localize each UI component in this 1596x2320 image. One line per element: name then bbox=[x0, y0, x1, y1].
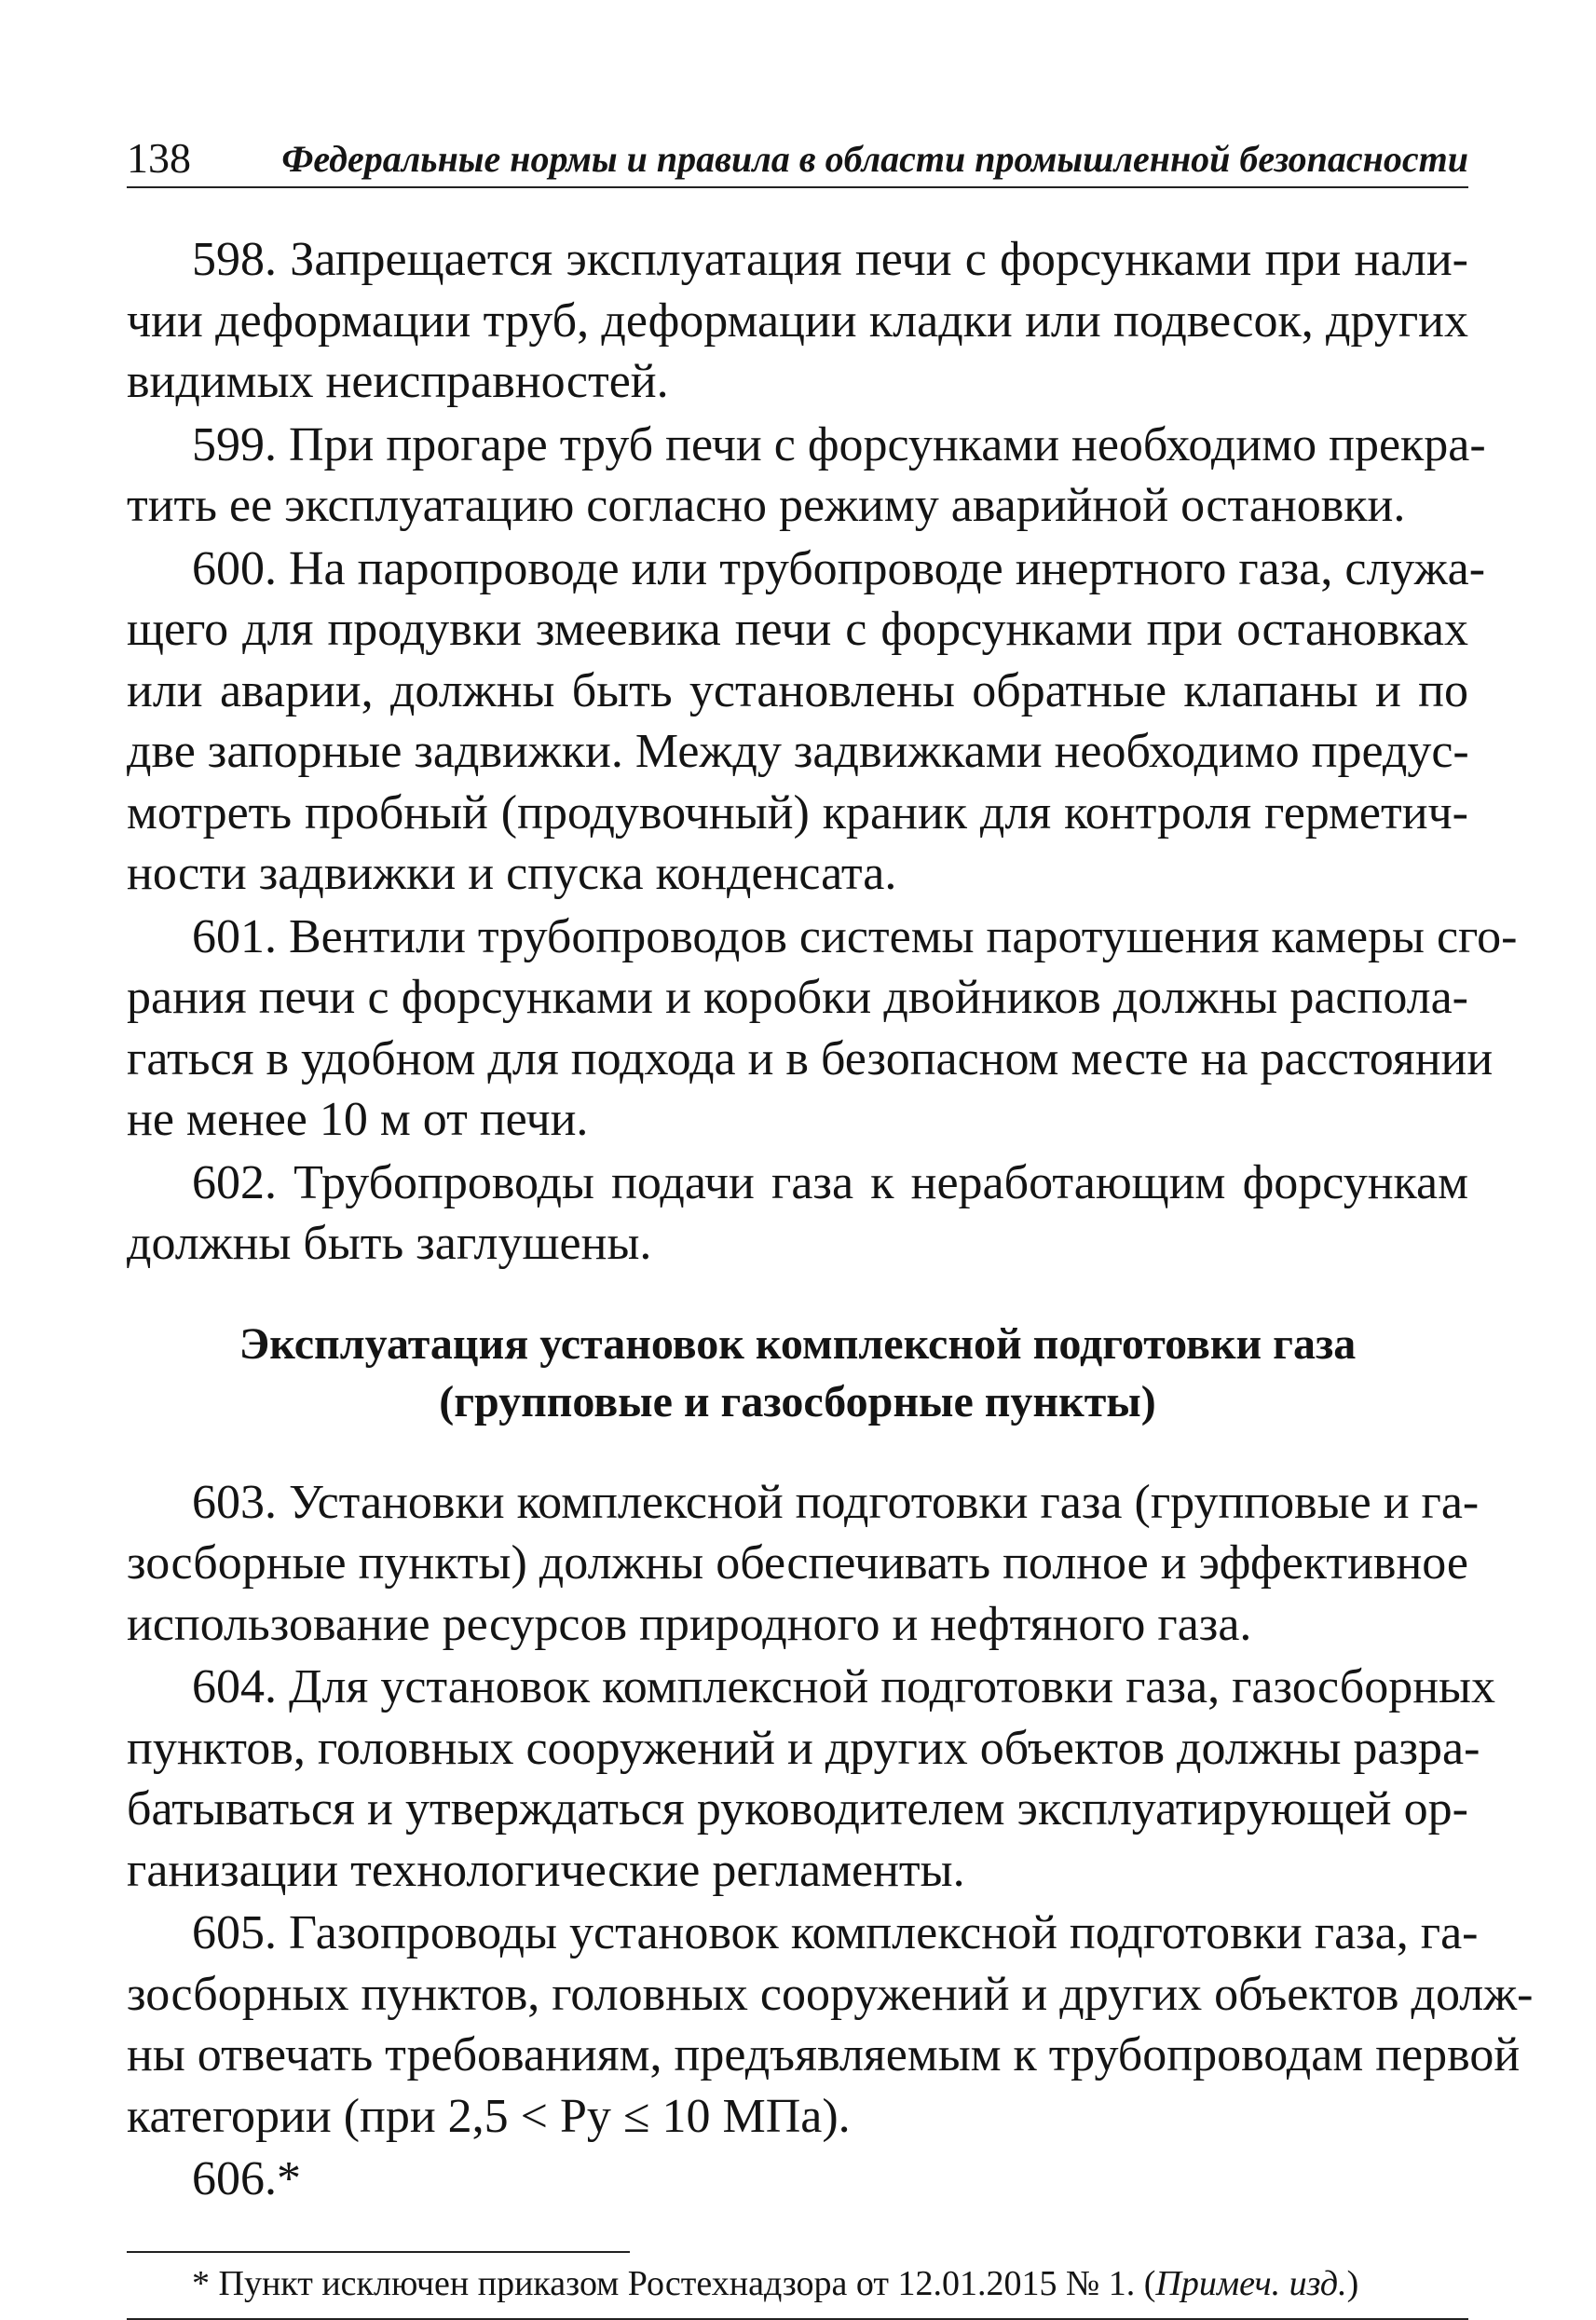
text-line: или аварии, должны быть установлены обратные клапаны и по bbox=[127, 663, 1468, 717]
paragraphs-bottom bbox=[127, 1472, 1534, 2210]
document-page bbox=[127, 130, 1534, 2320]
paragraph bbox=[127, 907, 1518, 1151]
text-line: щего для продувки змеевика печи с форсунками при остановках bbox=[127, 603, 1468, 656]
text-line: видимых неисправностей. bbox=[127, 355, 669, 408]
footnote-close: ) bbox=[1346, 2263, 1359, 2303]
page-header bbox=[127, 130, 1468, 188]
text-line: гаться в удобном для подхода и в безопасном месте на расстоянии bbox=[127, 1031, 1494, 1085]
text-line: мотреть пробный (продувочный) краник для контроля герметич- bbox=[127, 785, 1468, 839]
text-line: не менее 10 м от печи. bbox=[127, 1093, 589, 1146]
page-number: 138 bbox=[127, 134, 191, 182]
text-line: батываться и утверждаться руководителем эксплуатирующей ор- bbox=[127, 1782, 1468, 1836]
paragraph bbox=[127, 415, 1486, 537]
text-line: 606.* bbox=[192, 2152, 301, 2205]
text-line: зосборные пункты) должны обеспечивать полное и эффективное bbox=[127, 1536, 1468, 1590]
paragraph bbox=[127, 1472, 1480, 1656]
text-line: две запорные задвижки. Между задвижками необходимо предус- bbox=[127, 725, 1469, 778]
text-line: ны отвечать требованиям, предъявляемым к трубопроводам первой bbox=[127, 2028, 1521, 2081]
paragraph bbox=[127, 1903, 1534, 2147]
paragraph bbox=[127, 1153, 1468, 1275]
text-line: зосборных пунктов, головных сооружений и других объектов долж- bbox=[127, 1967, 1534, 2021]
footnote-note: Примеч. изд. bbox=[1155, 2263, 1347, 2303]
text-line: 601. Вентили трубопроводов системы паротушения камеры сго- bbox=[192, 909, 1518, 963]
text-line: 604. Для установок комплексной подготовки газа, газосборных bbox=[192, 1660, 1495, 1713]
text-line: категории (при 2,5 < Ру ≤ 10 МПа). bbox=[127, 2089, 851, 2143]
section-heading bbox=[127, 1316, 1468, 1431]
text-line: чии деформации труб, деформации кладки или подвесок, других bbox=[127, 293, 1468, 348]
paragraph bbox=[127, 1657, 1495, 1901]
footnote bbox=[127, 2260, 1468, 2307]
footnote-bottom-rule bbox=[127, 2318, 1468, 2320]
section-heading-line-1: Эксплуатация установок комплексной подготовки газа bbox=[239, 1318, 1357, 1369]
section-heading-line-2: (групповые и газосборные пункты) bbox=[439, 1376, 1156, 1426]
footnote-text: * Пункт исключен приказом Ростехнадзора от 12.01.2015 № 1. ( bbox=[192, 2263, 1156, 2303]
text-line: 600. На паропроводе или трубопроводе инертного газа, служа- bbox=[192, 541, 1486, 595]
paragraphs-top bbox=[127, 229, 1518, 1275]
text-line: ности задвижки и спуска конденсата. bbox=[127, 847, 897, 900]
footnote-separator bbox=[127, 2251, 630, 2253]
running-title: Федеральные нормы и правила в области промышленной безопасности bbox=[281, 138, 1468, 180]
paragraph bbox=[127, 229, 1468, 413]
text-line: 603. Установки комплексной подготовки газа (групповые и га- bbox=[192, 1475, 1480, 1529]
text-line: тить ее эксплуатацию согласно режиму аварийной остановки. bbox=[127, 479, 1406, 532]
text-line: должны быть заглушены. bbox=[127, 1217, 652, 1270]
paragraph bbox=[127, 539, 1486, 905]
text-line: 602. Трубопроводы подачи газа к неработающим форсункам bbox=[192, 1155, 1468, 1209]
text-line: пунктов, головных сооружений и других объектов должны разра- bbox=[127, 1721, 1480, 1775]
text-line: рания печи с форсунками и коробки двойников должны распола- bbox=[127, 971, 1468, 1024]
document-body bbox=[127, 229, 1534, 2210]
text-line: 605. Газопроводы установок комплексной подготовки газа, га- bbox=[192, 1906, 1479, 1959]
text-line: ганизации технологические регламенты. bbox=[127, 1843, 965, 1897]
text-line: 598. Запрещается эксплуатация печи с форсунками при нали- bbox=[192, 233, 1468, 286]
text-line: использование ресурсов природного и нефтяного газа. bbox=[127, 1597, 1252, 1651]
text-line: 599. При прогаре труб печи с форсунками необходимо прекра- bbox=[192, 417, 1486, 471]
